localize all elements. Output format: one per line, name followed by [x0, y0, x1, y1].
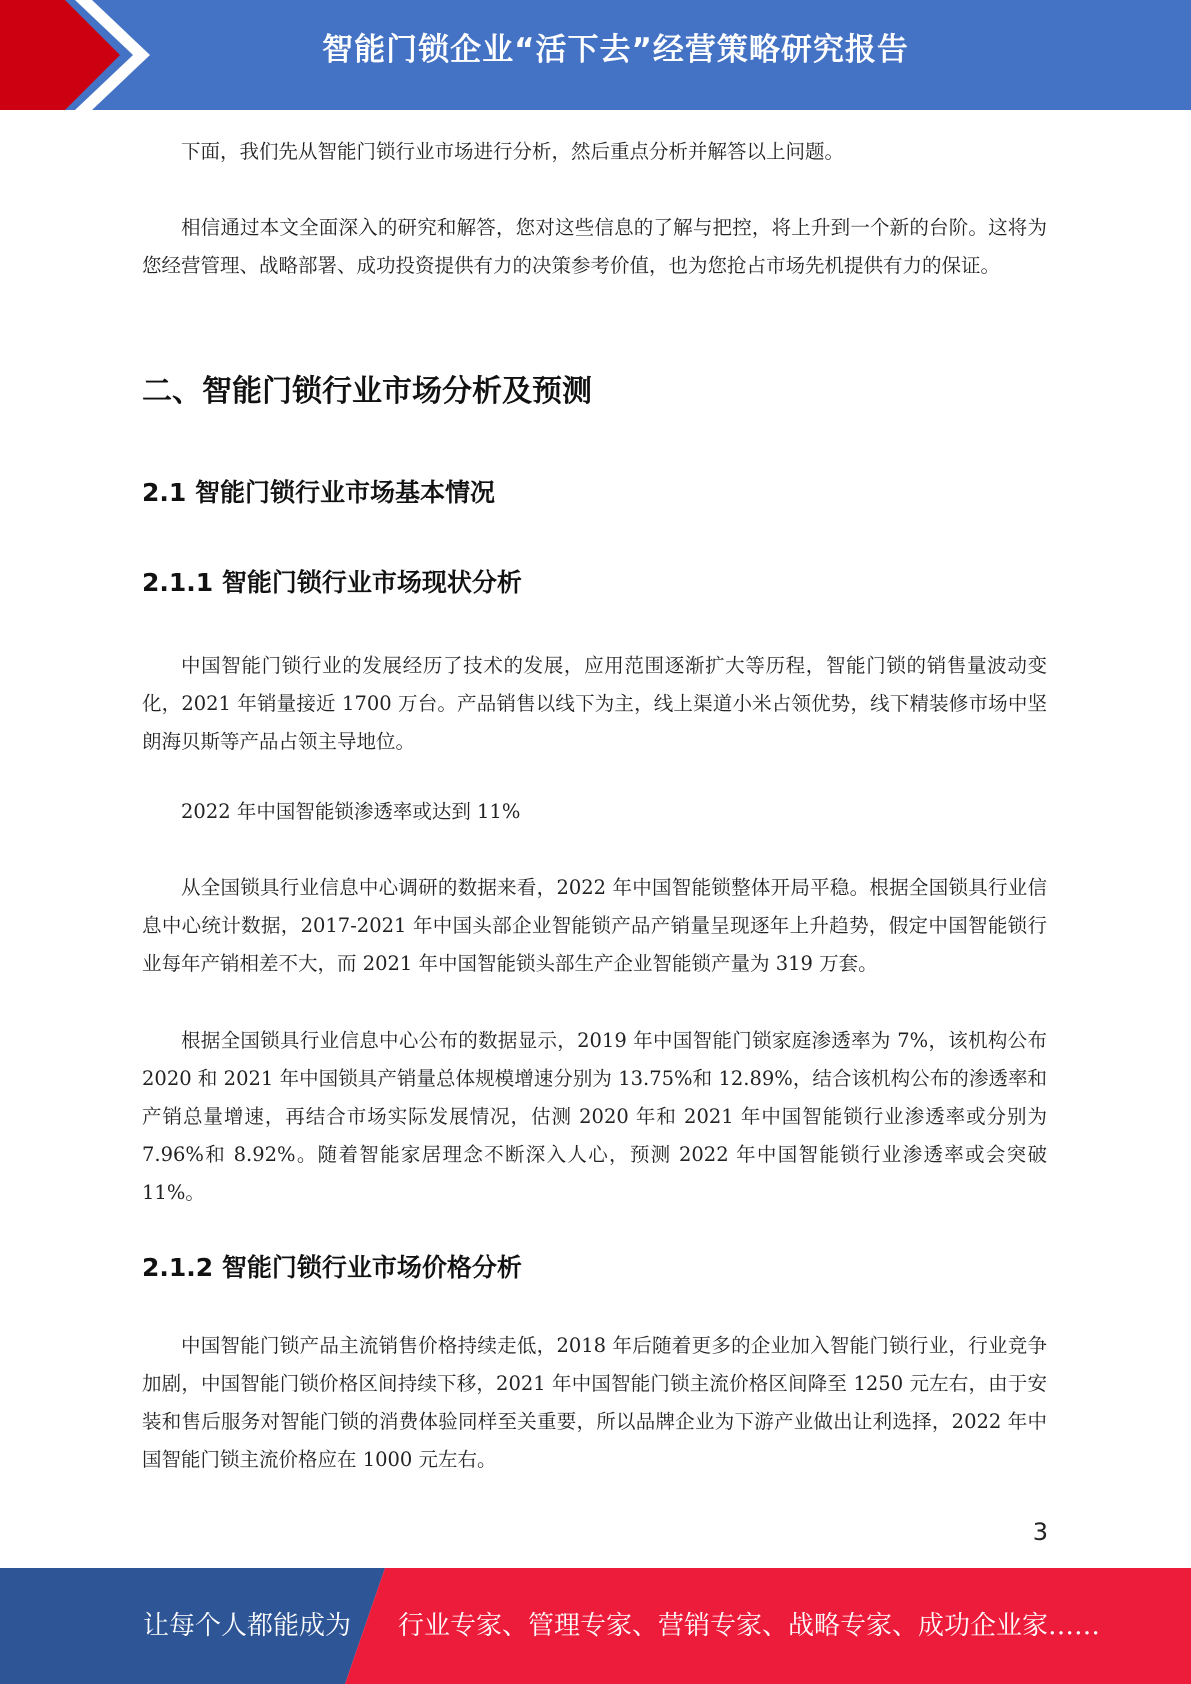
penetration-subtitle: 2022 年中国智能锁渗透率或达到 11% — [181, 800, 521, 823]
footer-slogan-right: 行业专家、管理专家、营销专家、战略专家、成功企业家…… — [398, 1611, 1101, 1641]
penetration-rate-paragraph: 根据全国锁具行业信息中心公布的数据显示，2019 年中国智能门锁家庭渗透率为 7%，该机构公布 2020 和 2021 年中国锁具产销量总体规模增速分别为 13.75%和 12.89%，结合该机构公布的渗透率和产销总量增速，再结合市场实际发展情况，估测 2020 年和 2021 年中国智能锁行业渗透率或分别为 7.96%和 8.92%。随着智能家居理念不断深入人心，预测 2022 年中国智能锁行业渗透率或会突破 11%。 — [142, 1029, 1047, 1204]
intro-paragraph-2: 相信通过本文全面深入的研究和解答，您对这些信息的了解与把控，将上升到一个新的台阶。这将为您经营管理、战略部署、成功投资提供有力的决策参考价值，也为您抢占市场先机提供有力的保证。 — [142, 216, 1047, 277]
report-title: 智能门锁企业“活下去”经营策略研究报告 — [322, 32, 909, 68]
market-status-paragraph-block — [142, 647, 1047, 761]
penetration-rate-paragraph-block — [142, 1022, 1047, 1212]
intro-paragraph-2-block — [142, 209, 1047, 285]
price-analysis-paragraph-block — [142, 1327, 1047, 1479]
section-heading-2-1: 2.1 智能门锁行业市场基本情况 — [142, 478, 495, 507]
market-status-paragraph: 中国智能门锁行业的发展经历了技术的发展，应用范围逐渐扩大等历程，智能门锁的销售量波动变化，2021 年销量接近 1700 万台。产品销售以线下为主，线上渠道小米占领优势，线下精装修市场中坚朗海贝斯等产品占领主导地位。 — [142, 654, 1047, 753]
header-banner — [0, 0, 1191, 110]
lock-data-paragraph-block — [142, 869, 1047, 983]
intro-paragraph-1: 下面，我们先从智能门锁行业市场进行分析，然后重点分析并解答以上问题。 — [181, 140, 845, 163]
penetration-subtitle-block — [142, 793, 1047, 831]
price-analysis-paragraph: 中国智能门锁产品主流销售价格持续走低，2018 年后随着更多的企业加入智能门锁行业，行业竞争加剧，中国智能门锁价格区间持续下移，2021 年中国智能门锁主流价格区间降至 1250 元左右，由于安装和售后服务对智能门锁的消费体验同样至关重要，所以品牌企业为下游产业做出让利选择，2022 年中国智能门锁主流价格应在 1000 元左右。 — [142, 1334, 1047, 1471]
footer-slogan-left: 让每个人都能成为 — [143, 1611, 352, 1641]
footer-banner — [0, 1568, 1191, 1684]
section-heading-2-1-2: 2.1.2 智能门锁行业市场价格分析 — [142, 1253, 522, 1282]
intro-paragraph-1-block — [142, 133, 1047, 171]
section-heading-2-1-1: 2.1.1 智能门锁行业市场现状分析 — [142, 568, 522, 597]
section-heading-2: 二、智能门锁行业市场分析及预测 — [142, 374, 592, 409]
lock-data-paragraph: 从全国锁具行业信息中心调研的数据来看，2022 年中国智能锁整体开局平稳。根据全国锁具行业信息中心统计数据，2017-2021 年中国头部企业智能锁产品产销量呈现逐年上升趋势，假定中国智能锁行业每年产销相差不大，而 2021 年中国智能锁头部生产企业智能锁产量为 319 万套。 — [142, 876, 1047, 975]
page-number: 3 — [1032, 1518, 1048, 1546]
